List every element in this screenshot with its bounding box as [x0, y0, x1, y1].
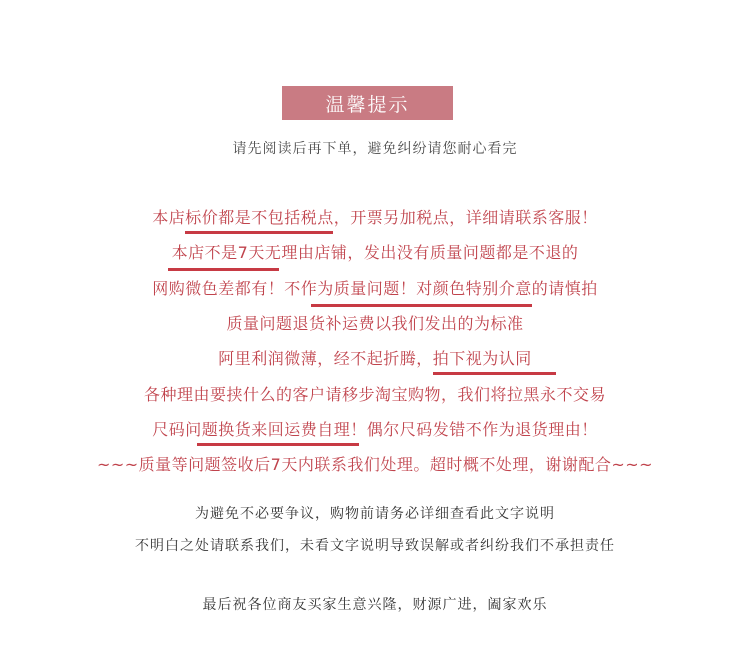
note-line-2: 不明白之处请联系我们，未看文字说明导致误解或者纠纷我们不承担责任: [135, 538, 615, 554]
note-line-1: 为避免不必要争议，购物前请务必详细查看此文字说明: [195, 506, 555, 522]
rule-line-8: ~~~质量等问题签收后7天内联系我们处理。超时概不处理，谢谢配合~~~: [96, 455, 654, 474]
title-banner: [282, 86, 453, 120]
rule-line-5: 阿里利润微薄，经不起折腾，拍下视为认同: [218, 349, 532, 368]
banner-title: 温馨提示: [325, 93, 410, 116]
closing-line: 最后祝各位商友买家生意兴隆，财源广进，阖家欢乐: [202, 597, 548, 613]
rule-line-3: 网购微色差都有！不作为质量问题！对颜色特别介意的请慎拍: [152, 279, 598, 298]
underline-7: [197, 443, 359, 446]
underline-3: [311, 304, 532, 307]
subtitle: 请先阅读后再下单，避免纠纷请您耐心看完: [232, 141, 518, 157]
rule-line-1: 本店标价都是不包括税点，开票另加税点，详细请联系客服！: [152, 208, 598, 227]
rule-line-2: 本店不是7天无理由店铺，发出没有质量问题都是不退的: [171, 243, 579, 262]
rule-line-6: 各种理由要挟什么的客户请移步淘宝购物，我们将拉黑永不交易: [143, 385, 606, 404]
rule-line-7: 尺码问题换货来回运费自理！偶尔尺码发错不作为退货理由！: [152, 420, 598, 439]
underline-1: [185, 231, 333, 234]
underline-2: [168, 268, 279, 271]
rule-line-4: 质量问题退货补运费以我们发出的为标准: [226, 314, 524, 333]
underline-5: [433, 372, 556, 375]
